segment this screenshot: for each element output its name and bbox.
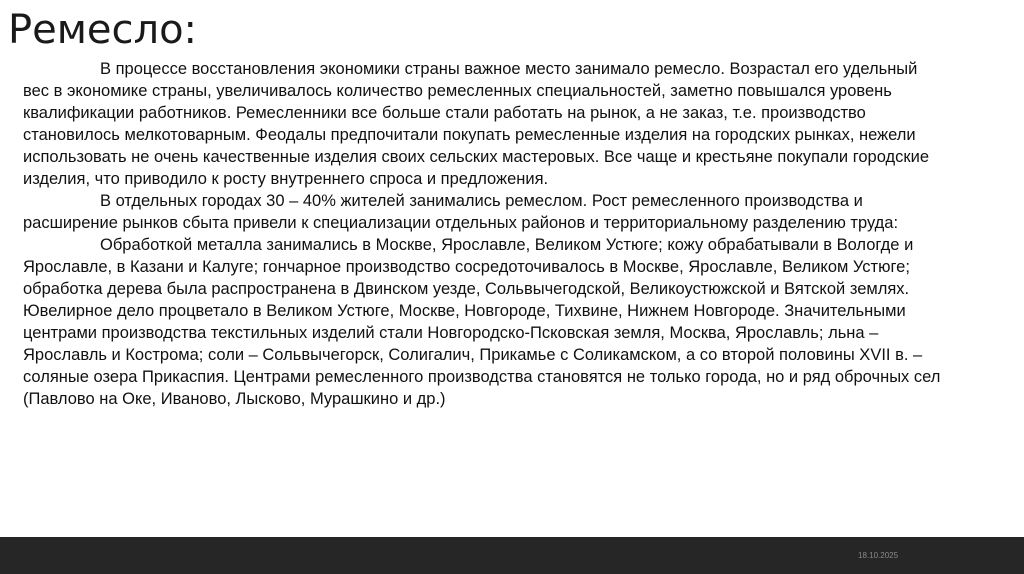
paragraph-line: Обработкой металла занимались в Москве, Ярославле, Великом Устюге; кожу обрабатывали в Вологде и <box>100 236 914 254</box>
paragraph-line: квалификации работников. Ремесленники все больше стали работать на рынок, а не заказ, т.е. производство <box>23 104 866 122</box>
paragraph-line: центрами производства текстильных изделий стали Новгородско-Псковская земля, Москва, Ярославль; льна – <box>23 324 879 342</box>
footer-date: 18.10.2025 <box>858 551 899 560</box>
paragraph-line: Ярославль и Кострома; соли – Сольвычегорск, Солигалич, Прикамье с Соликамском, а со второй половины XVII в. – <box>23 346 923 364</box>
paragraph-line: расширение рынков сбыта привели к специализации отдельных районов и территориальному разделению труда: <box>23 214 899 232</box>
paragraph-line: Ярославле, в Казани и Калуге; гончарное производство сосредоточивалось в Москве, Ярославле, Великом Устюге; <box>23 258 910 276</box>
paragraph-line: становилось мелкотоварным. Феодалы предпочитали покупать ремесленные изделия на городских рынках, нежели <box>23 126 916 144</box>
paragraph-line: (Павлово на Оке, Иваново, Лысково, Мурашкино и др.) <box>23 390 446 408</box>
paragraph-line: обработка дерева была распространена в Двинском уезде, Сольвычегодской, Великоустюжской и Вятской землях. <box>23 280 910 298</box>
paragraph-line: использовать не очень качественные изделия своих сельских мастеровых. Все чаще и крестьяне покупали городские <box>23 148 930 166</box>
paragraph-line: изделия, что приводило к росту внутреннего спроса и предложения. <box>23 170 549 188</box>
paragraph-line: вес в экономике страны, увеличивалось количество ремесленных специальностей, заметно повышался уровень <box>23 82 892 100</box>
paragraph-line: соляные озера Прикаспия. Центрами ремесленного производства становятся не только города, но и ряд оброчных сел <box>23 368 941 386</box>
footer-bar <box>0 537 1024 574</box>
paragraph-line: Ювелирное дело процветало в Великом Устюге, Москве, Новгороде, Тихвине, Нижнем Новгороде. Значительными <box>23 302 906 320</box>
paragraph-line: В отдельных городах 30 – 40% жителей занимались ремеслом. Рост ремесленного производства и <box>100 192 863 210</box>
paragraph-line: В процессе восстановления экономики страны важное место занимало ремесло. Возрастал его удельный <box>100 60 918 78</box>
slide-title: Ремесло: <box>8 7 198 53</box>
slide-body-text <box>23 58 1019 410</box>
